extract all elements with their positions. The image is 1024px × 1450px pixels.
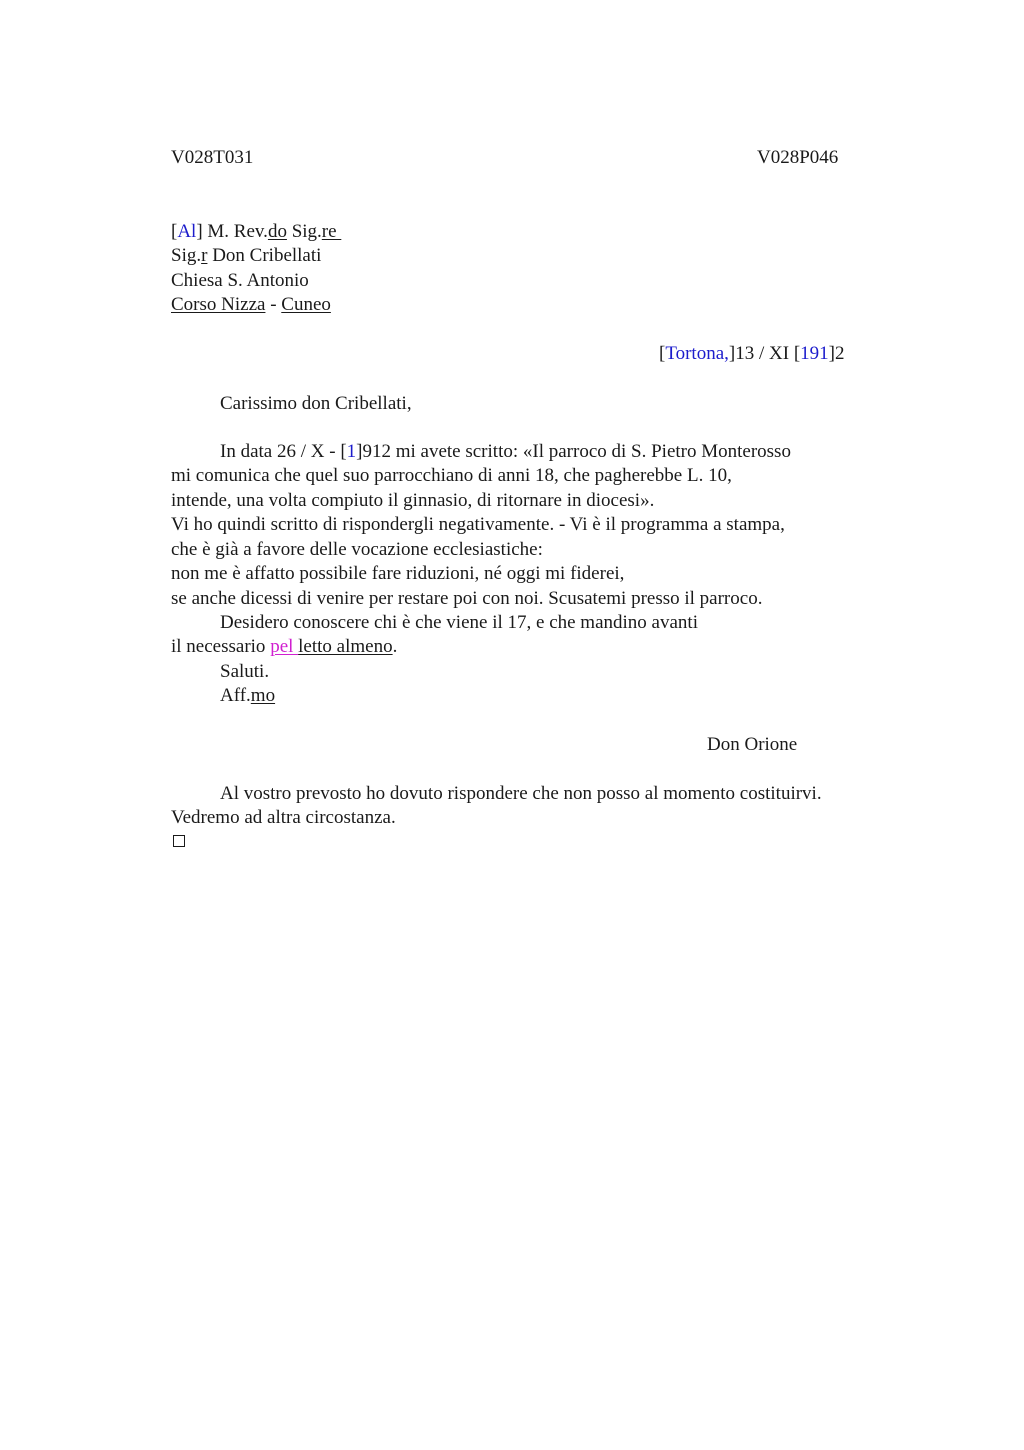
editorial-insertion: 191 (800, 343, 829, 364)
abbreviation-underline: re (321, 221, 342, 242)
address-city: Cuneo (281, 294, 331, 315)
signature: Don Orione (707, 734, 798, 755)
body-line-2: mi comunica che quel suo parrocchiano di anni 18, che pagherebbe L. 10, (171, 465, 732, 486)
editorial-insertion: Tortona, (665, 343, 729, 364)
bracket-open: [ (793, 343, 801, 364)
body-line-9 (171, 635, 397, 659)
bracket-close: ] (728, 343, 736, 364)
end-marker-box (173, 835, 185, 847)
body-line-4: Vi ho quindi scritto di rispondergli negativamente. - Vi è il programma a stampa, (171, 514, 785, 535)
postscript-line-1: Al vostro prevosto ho dovuto rispondere che non posso al momento costituirvi. (220, 783, 822, 804)
address-street: Corso Nizza (171, 294, 266, 315)
date-text: 2 (834, 343, 845, 364)
abbreviation-underline: do (267, 221, 287, 242)
bracket-close: ] (356, 441, 363, 462)
editorial-insertion: 1 (346, 441, 357, 462)
address-text: Sig. (171, 245, 202, 266)
body-line-1 (220, 440, 791, 464)
letter-date (659, 342, 844, 366)
bracket-close: ] (828, 343, 835, 364)
underlined-text: letto almeno (298, 636, 393, 657)
body-text: il necessario (171, 636, 271, 657)
closing-text: Aff. (220, 685, 251, 706)
address-line-1 (171, 220, 341, 244)
document-code-left: V028T031 (171, 147, 254, 168)
address-line-4 (171, 293, 331, 317)
postscript-line-2: Vedremo ad altra circostanza. (171, 807, 396, 828)
body-line-8: Desidero conoscere chi è che viene il 17, e che mandino avanti (220, 612, 698, 633)
closing-saluti: Saluti. (220, 661, 270, 682)
bracket-close: ] (196, 221, 203, 242)
address-text: Sig. (286, 221, 322, 242)
bracket-open: [ (171, 221, 178, 242)
body-text: In data 26 / X - (220, 441, 341, 462)
body-text: 912 mi avete scritto: «Il parroco di S. Pietro Monterosso (362, 441, 791, 462)
body-line-3: intende, una volta compiuto il ginnasio, di ritornare in diocesi». (171, 490, 655, 511)
address-line-3: Chiesa S. Antonio (171, 270, 309, 291)
salutation: Carissimo don Cribellati, (220, 393, 412, 414)
document-code-right: V028P046 (757, 147, 839, 168)
closing-aff (220, 684, 275, 708)
address-text: Don Cribellati (207, 245, 322, 266)
editorial-insertion: Al (177, 221, 197, 242)
date-text: 13 / XI (735, 343, 794, 364)
editorial-variant: pel (270, 636, 299, 657)
abbreviation-underline: r (201, 245, 208, 266)
bracket-open: [ (340, 441, 347, 462)
body-line-5: che è già a favore delle vocazione ecclesiastiche: (171, 539, 543, 560)
abbreviation-underline: mo (250, 685, 276, 706)
bracket-open: [ (659, 343, 666, 364)
address-line-2 (171, 244, 321, 268)
address-text: M. Rev. (202, 221, 268, 242)
body-line-7: se anche dicessi di venire per restare poi con noi. Scusatemi presso il parroco. (171, 588, 763, 609)
body-text: . (392, 636, 398, 657)
address-separator: - (265, 294, 282, 315)
body-line-6: non me è affatto possibile fare riduzioni, né oggi mi fiderei, (171, 563, 625, 584)
